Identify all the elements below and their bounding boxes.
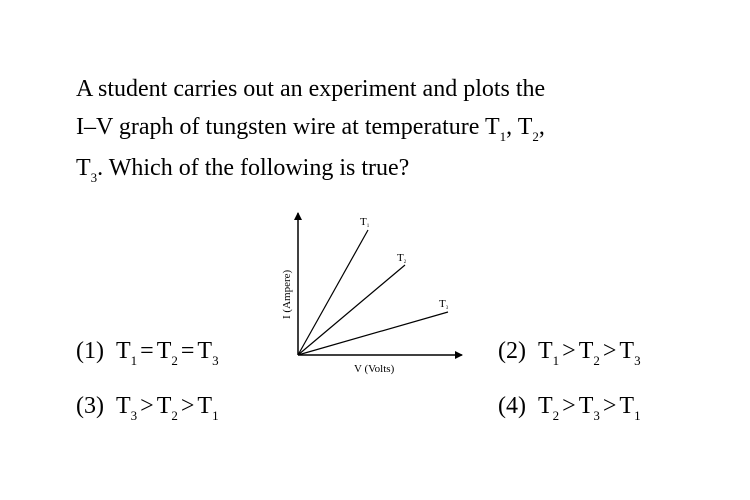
subscript: 2 [593,353,600,368]
relation: > [140,393,154,419]
subscript: 1 [634,408,641,423]
option-1[interactable] [76,338,219,368]
subscript: 2 [532,129,539,144]
subscript: 3 [634,353,641,368]
question-line-1: A student carries out an experiment and plots the [76,76,546,102]
option-number: (3) [76,393,104,419]
y-axis-label: I (Ampere) [281,269,293,319]
option-term: T [619,393,635,419]
option-term: T [115,393,131,419]
option-term: T [156,338,172,364]
line-label-t1: T1 [360,216,370,229]
option-2[interactable] [498,338,641,368]
question-line-3-text: . Which of the following is true? [97,155,410,181]
subscript: 3 [593,408,600,423]
subscript: 3 [130,408,138,423]
option-term: T [537,393,553,419]
subscript: 1 [130,353,138,368]
line-t2 [298,265,405,355]
subscript: 2 [171,408,178,423]
option-number: (1) [76,338,104,364]
option-term: T [115,338,131,364]
line-label-t2: T2 [397,252,407,265]
question-line-2-mid: , T [506,114,533,140]
line-label-t3: T3 [439,298,449,311]
line-t3 [298,312,448,355]
relation: > [562,393,576,419]
option-3[interactable] [76,393,219,423]
subscript: 1 [212,408,219,423]
option-term: T [156,393,172,419]
subscript: 2 [171,353,178,368]
option-number: (4) [498,393,526,419]
question-line-2 [76,108,636,149]
subscript: 1 [499,129,507,144]
line-t1 [298,230,368,355]
relation: = [140,338,154,364]
x-axis-label: V (Volts) [354,363,395,375]
iv-graph [270,205,470,380]
relation: = [180,338,195,364]
relation: > [602,393,617,419]
relation: > [602,338,617,364]
option-number: (2) [498,338,526,364]
question-line-2-text: I–V graph of tungsten wire at temperature T [76,114,500,140]
option-term: T [537,338,553,364]
question-line-3-T: T [76,155,91,181]
option-term: T [578,393,594,419]
option-term: T [197,338,213,364]
question-line-2-end: , [538,114,545,140]
subscript: 2 [552,408,560,423]
relation: > [562,338,576,364]
subscript: 3 [90,170,98,185]
option-term: T [619,338,635,364]
option-4[interactable] [498,393,641,423]
option-term: T [578,338,594,364]
subscript: 1 [552,353,560,368]
question-line-3 [76,149,636,190]
question-text [76,70,636,190]
option-term: T [197,393,213,419]
subscript: 3 [212,353,219,368]
relation: > [180,393,195,419]
